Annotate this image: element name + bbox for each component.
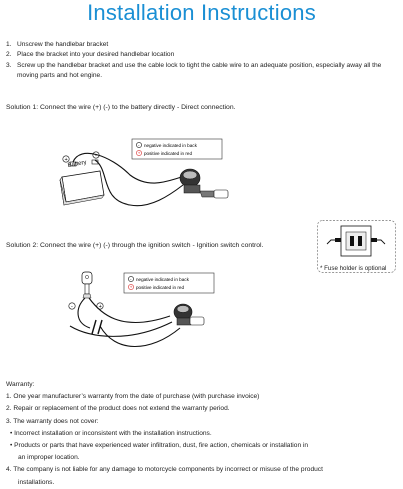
warranty-section: [6, 379, 401, 489]
warranty-heading: Warranty:: [6, 381, 35, 388]
warranty-item-4: 4. The company is not liable for any damage to motorcycle components by incorrect or misuse of the product: [6, 466, 323, 474]
ignition-key-icon: [82, 272, 92, 298]
battery-minus-sign: -: [95, 153, 97, 159]
legend-minus-symbol: -: [130, 276, 132, 282]
legend-positive-text: positive indicated in red: [144, 150, 193, 156]
polarity-legend-2: [124, 273, 214, 293]
battery-plus-sign: +: [64, 157, 68, 163]
warranty-item-4-cont: installations.: [18, 478, 55, 486]
warranty-item-3: 3. The warranty does not cover:: [6, 417, 99, 425]
install-steps: [6, 40, 398, 82]
warranty-sub-1: • Incorrect installation or inconsistent with the installation instructions.: [10, 429, 212, 437]
legend-plus-symbol: +: [129, 284, 133, 290]
step-text: Screw up the handlebar bracket and use the cable lock to tight the cable wire to an adequate position, especially away all the moving parts and hot engine.: [17, 61, 382, 80]
legend-minus-symbol: -: [138, 142, 140, 148]
polarity-legend: [132, 139, 222, 159]
page-title: Installation Instructions: [87, 0, 316, 25]
warranty-sub-2: • Products or parts that have experienced water infiltration, dust, fire action, chemicals or installation in: [10, 442, 309, 450]
ignition-minus-sign: -: [71, 304, 73, 310]
battery-wiring-diagram: [40, 135, 240, 225]
legend-plus-symbol: +: [137, 150, 141, 156]
solution-2-text: Solution 2: Connect the wire (+) (-) through the ignition switch - Ignition switch control.: [6, 242, 264, 249]
fuse-note: * Fuse holder is optional: [320, 265, 387, 272]
device-icon-2: [174, 304, 204, 325]
legend-negative-text: negative indicated in back: [144, 142, 197, 148]
warranty-sub-2-cont: an improper location.: [18, 454, 80, 462]
step-number: 1.: [6, 41, 12, 48]
battery-label: Battery: [67, 159, 88, 169]
legend-negative-text: negative indicated in back: [136, 276, 189, 282]
ignition-wiring-diagram: [60, 268, 230, 358]
step-number: 2.: [6, 51, 12, 59]
step-1: [6, 40, 398, 50]
warranty-item-1: 1. One year manufacturer’s warranty from the date of purchase (with purchase invoice): [6, 393, 260, 401]
solution-1-text: Solution 1: Connect the wire (+) (-) to the battery directly - Direct connection.: [6, 104, 236, 111]
ignition-plus-sign: +: [98, 304, 102, 310]
legend-positive-text: positive indicated in red: [136, 284, 185, 290]
warranty-item-2: 2. Repair or replacement of the product does not extend the warranty period.: [6, 405, 230, 413]
step-2: [6, 50, 398, 60]
step-text: Unscrew the handlebar bracket: [17, 41, 109, 48]
device-icon: [180, 169, 228, 198]
step-3: [6, 61, 398, 82]
battery-icon: [60, 152, 104, 205]
step-text: Place the bracket into your desired handlebar location: [17, 51, 175, 59]
battery-cell-icon: [92, 320, 102, 334]
step-number: 3.: [6, 61, 12, 69]
